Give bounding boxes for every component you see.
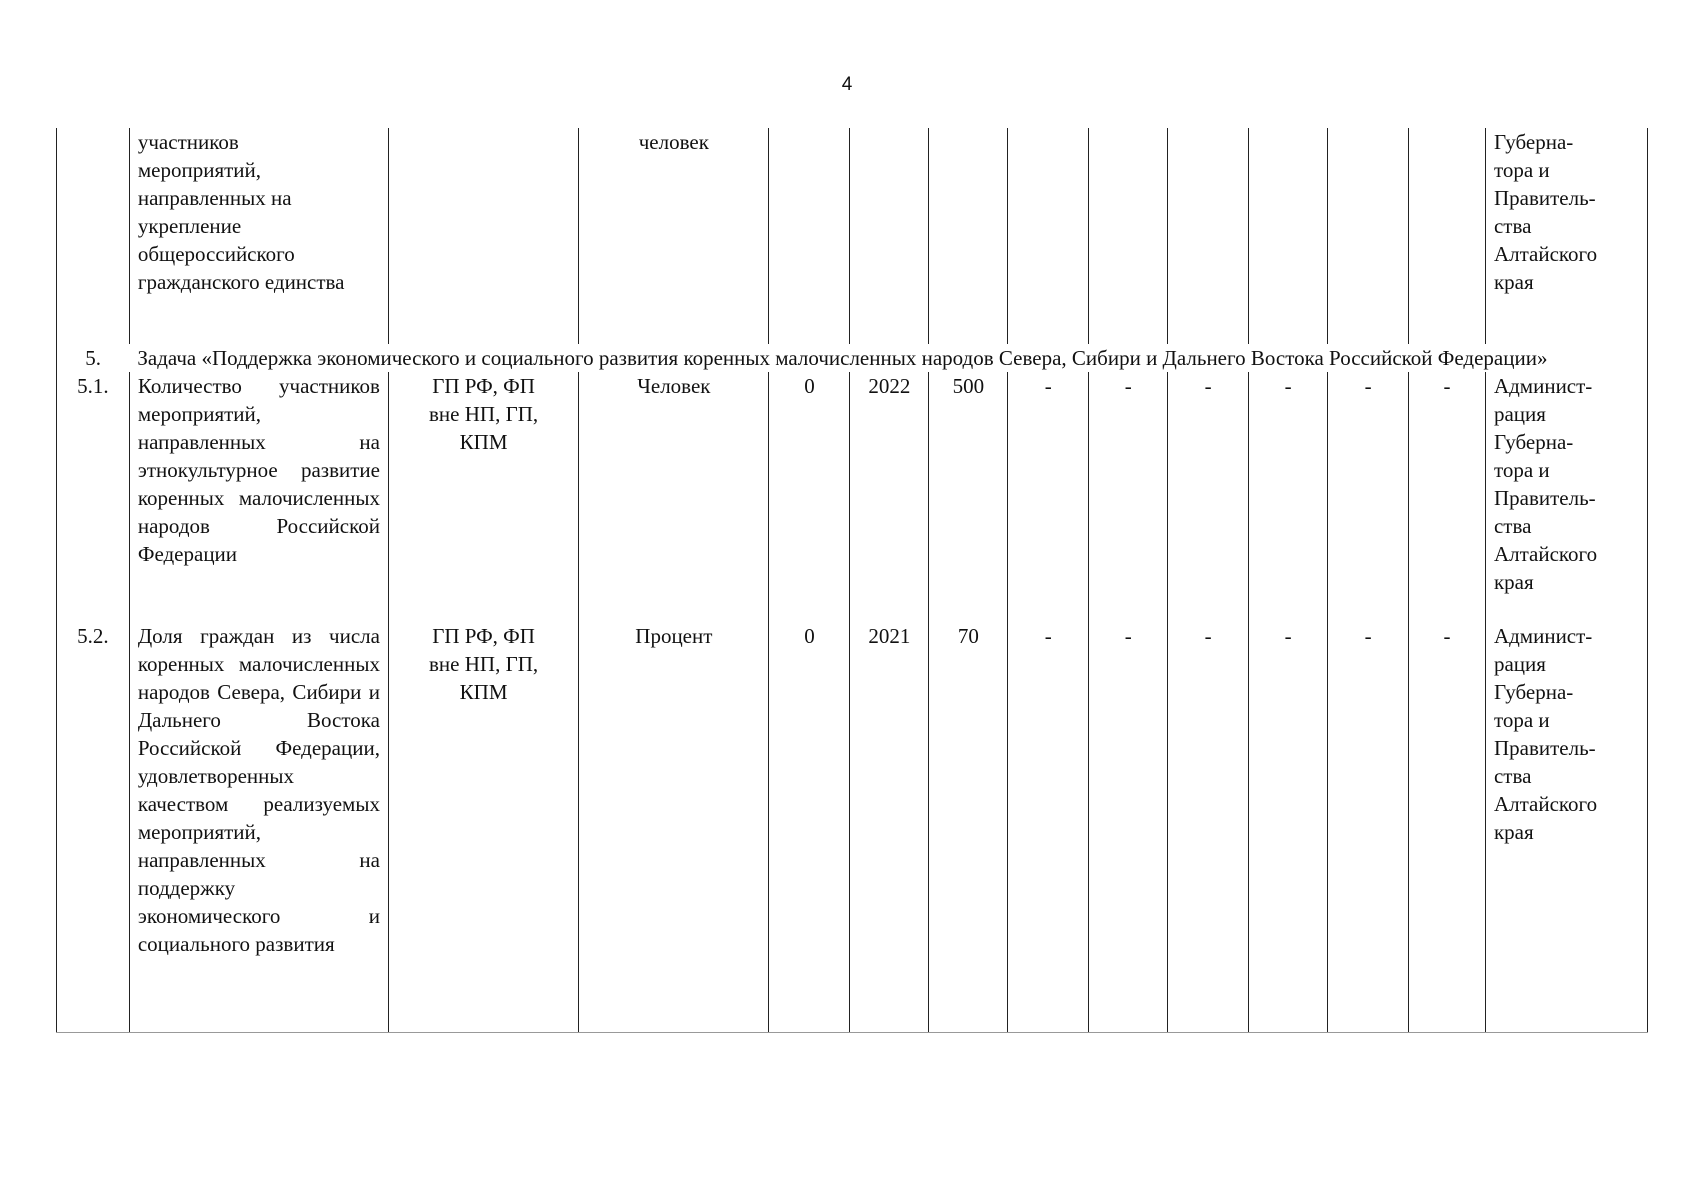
table-row [57, 622, 1648, 1033]
target-cell: 500 [929, 372, 1008, 622]
year-value-cell: - [1008, 372, 1089, 622]
target-cell: 70 [929, 622, 1008, 1033]
year-value-cell: - [1249, 372, 1328, 622]
year-value-cell [1008, 128, 1089, 344]
table-row [57, 372, 1648, 622]
source-cell: ГП РФ, ФП вне НП, ГП, КПМ [388, 622, 578, 1033]
task-number: 5. [57, 344, 130, 372]
base-year-cell [850, 128, 929, 344]
base-value-cell: 0 [769, 622, 850, 1033]
year-value-cell: - [1409, 372, 1486, 622]
base-year-cell: 2021 [850, 622, 929, 1033]
indicator-name-cell: Количество участников мероприятий, направленных на этнокультурное развитие коренных малочисленных народов Российской Федерации [129, 372, 388, 622]
task-row [57, 344, 1648, 372]
responsible-cell: Губерна- тора и Правитель- ства Алтайского края [1485, 128, 1647, 344]
year-value-cell: - [1328, 622, 1409, 1033]
source-cell [388, 128, 578, 344]
year-value-cell: - [1168, 622, 1249, 1033]
unit-cell: человек [579, 128, 769, 344]
unit-cell: Процент [579, 622, 769, 1033]
source-cell: ГП РФ, ФП вне НП, ГП, КПМ [388, 372, 578, 622]
table-row [57, 128, 1648, 344]
year-value-cell [1328, 128, 1409, 344]
row-number-cell: 5.2. [57, 622, 130, 1033]
year-value-cell: - [1089, 622, 1168, 1033]
year-value-cell [1409, 128, 1486, 344]
indicators-table [56, 128, 1648, 1033]
page-number: 4 [841, 74, 853, 95]
year-value-cell [1089, 128, 1168, 344]
year-value-cell: - [1409, 622, 1486, 1033]
target-cell [929, 128, 1008, 344]
unit-cell: Человек [579, 372, 769, 622]
indicator-name-cell: Доля граждан из числа коренных малочисленных народов Севера, Сибири и Дальнего Востока Российской Федерации, удовлетворенных качеством реализуемых мероприятий, направленных на поддержку экономического и социального развития [129, 622, 388, 1033]
year-value-cell [1168, 128, 1249, 344]
row-number-cell: 5.1. [57, 372, 130, 622]
year-value-cell: - [1249, 622, 1328, 1033]
year-value-cell: - [1089, 372, 1168, 622]
indicator-name-cell: участников мероприятий, направленных на укрепление общероссийского гражданского единства [129, 128, 388, 344]
row-number-cell [57, 128, 130, 344]
year-value-cell: - [1168, 372, 1249, 622]
year-value-cell: - [1328, 372, 1409, 622]
responsible-cell: Админист- рация Губерна- тора и Правитель- ства Алтайского края [1485, 372, 1647, 622]
base-year-cell: 2022 [850, 372, 929, 622]
year-value-cell: - [1008, 622, 1089, 1033]
year-value-cell [1249, 128, 1328, 344]
responsible-cell: Админист- рация Губерна- тора и Правитель- ства Алтайского края [1485, 622, 1647, 1033]
base-value-cell: 0 [769, 372, 850, 622]
base-value-cell [769, 128, 850, 344]
task-title: Задача «Поддержка экономического и социального развития коренных малочисленных народов Севера, Сибири и Дальнего Востока Российской Федерации» [129, 344, 1647, 372]
